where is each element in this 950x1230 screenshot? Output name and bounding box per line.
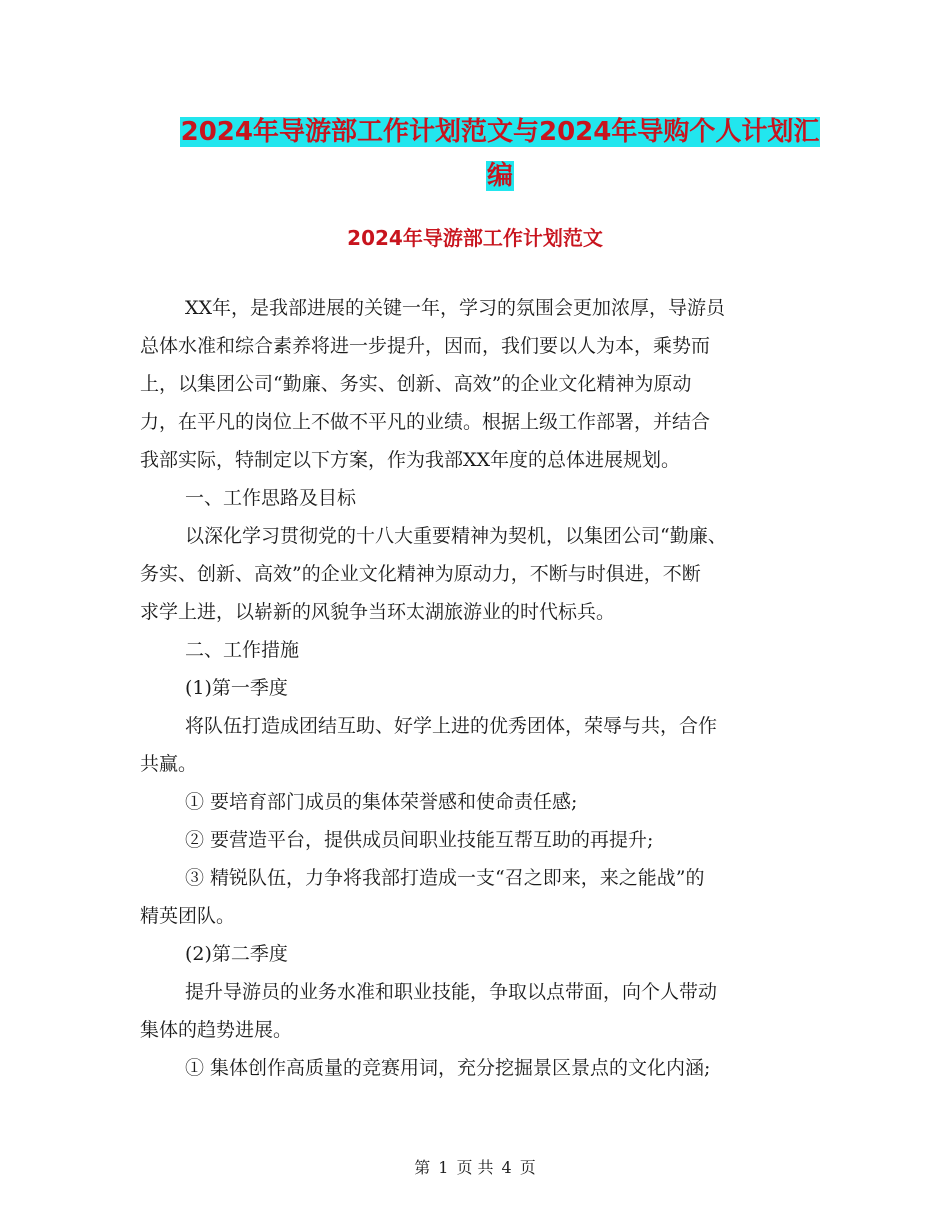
list-item: ③ 精锐队伍，力争将我部打造成一支“召之即来，来之能战”的 xyxy=(185,867,705,889)
footer-label-of: 页 共 xyxy=(456,1158,494,1177)
subheading-line: (1)第一季度 xyxy=(185,677,288,699)
list-item: ① 要培育部门成员的集体荣誉感和使命责任感; xyxy=(185,791,578,813)
body-line: 共赢。 xyxy=(140,753,198,775)
body-line: 将队伍打造成团结互助、好学上进的优秀团体，荣辱与共，合作 xyxy=(185,715,718,737)
footer-total-pages: 4 xyxy=(501,1158,512,1177)
body-line: 我部实际，特制定以下方案，作为我部XX年度的总体进展规划。 xyxy=(140,449,681,471)
list-item: ② 要营造平台，提供成员间职业技能互帮互助的再提升; xyxy=(185,829,654,851)
body-line: XX年，是我部进展的关键一年，学习的氛围会更加浓厚，导游员 xyxy=(185,297,726,319)
footer-label-end: 页 xyxy=(519,1158,536,1177)
title-line-2: 编 xyxy=(486,161,513,191)
page-footer xyxy=(0,1155,950,1178)
body-line: 求学上进，以崭新的风貌争当环太湖旅游业的时代标兵。 xyxy=(140,601,616,623)
footer-label-page: 第 xyxy=(414,1158,431,1177)
body-line: 总体水准和综合素养将进一步提升，因而，我们要以人为本，乘势而 xyxy=(140,335,711,357)
title-line-1: 2024年导游部工作计划范文与2024年导购个人计划汇 xyxy=(180,117,820,147)
section-title: 2024年导游部工作计划范文 xyxy=(347,226,603,250)
body-line: 以深化学习贯彻党的十八大重要精神为契机，以集团公司“勤廉、 xyxy=(185,525,727,547)
list-item: ① 集体创作高质量的竞赛用词，充分挖掘景区景点的文化内涵; xyxy=(185,1057,711,1079)
heading-line: 一、工作思路及目标 xyxy=(185,487,357,509)
subheading-line: (2)第二季度 xyxy=(185,943,288,965)
body-line: 精英团队。 xyxy=(140,905,236,927)
body-line: 上，以集团公司“勤廉、务实、创新、高效”的企业文化精神为原动 xyxy=(140,373,692,395)
document-title xyxy=(140,110,860,198)
body-line: 提升导游员的业务水准和职业技能，争取以点带面，向个人带动 xyxy=(185,981,718,1003)
heading-line: 二、工作措施 xyxy=(185,639,300,661)
body-line: 力，在平凡的岗位上不做不平凡的业绩。根据上级工作部署，并结合 xyxy=(140,411,711,433)
body-line: 集体的趋势进展。 xyxy=(140,1019,293,1041)
body-line: 务实、创新、高效”的企业文化精神为原动力，不断与时俱进，不断 xyxy=(140,563,701,585)
footer-current-page: 1 xyxy=(438,1158,449,1177)
